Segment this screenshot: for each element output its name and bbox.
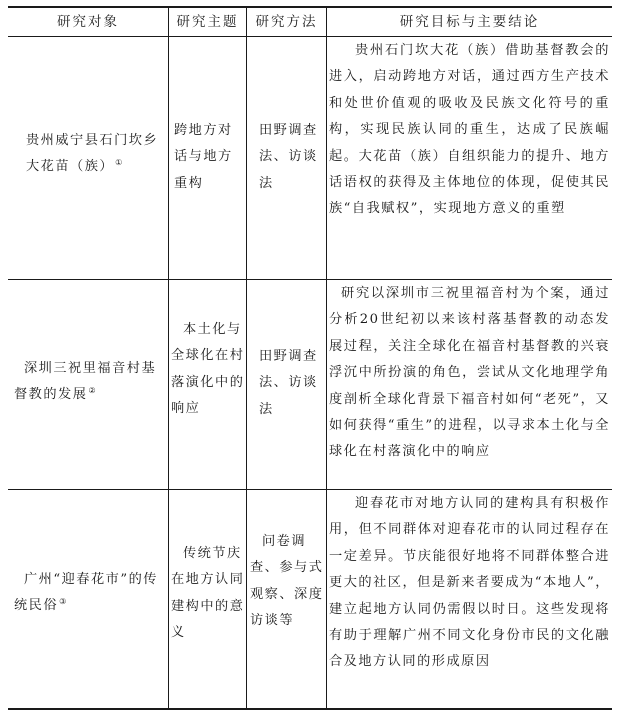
header-research-goal: 研究目标与主要结论: [399, 14, 540, 30]
table-row-3-conclusion: 迎春花市对地方认同的建构具有积极作用，但不同群体对迎春花市的认同过程存在一定差异。节庆能很好地将不同群体整合进更大的社区，但是新来者要成为“本地人”，建立起地方认同仍需假以时日。这些发现将有助于理解广州不同文化身份市民的文化融合及地方认同的形成原因: [329, 496, 610, 670]
table-row-3-object: [14, 567, 166, 620]
header-research-method: 研究方法: [255, 14, 318, 30]
table-row-1-object: [26, 128, 166, 181]
header-research-theme: 研究主题: [176, 14, 239, 30]
table-row-2-method: 田野调查法、访谈法: [259, 349, 318, 417]
object-text: 贵州威宁县石门坎乡大花苗（族）: [26, 133, 159, 175]
table-row-3-theme: 传统节庆在地方认同建构中的意义: [171, 546, 245, 641]
table-row-1-method: 田野调查法、访谈法: [259, 123, 318, 191]
table-row-1-theme: 跨地方对话与地方重构: [174, 123, 233, 191]
header-research-object: 研究对象: [57, 14, 119, 30]
object-text: 广州“迎春花市”的传统民俗: [14, 572, 158, 614]
row-divider: [8, 279, 612, 280]
column-divider: [326, 6, 327, 710]
table-row-2-theme: 本土化与全球化在村落演化中的响应: [171, 322, 245, 417]
header-rule: [8, 36, 612, 37]
table-row-2-object: [14, 356, 166, 409]
footnote-marker: ②: [88, 386, 98, 396]
table-row-2-conclusion: 研究以深圳市三祝里福音村为个案，通过分析20世纪初以来该村落基督教的动态发展过程，关注全球化在福音村基督教的兴衰浮沉中所扮演的角色，尝试从文化地理学角度剖析全球化背景下福音村如何“老死”，又如何获得“重生”的进程，以寻求本土化与全球化在村落演化中的响应: [329, 286, 610, 460]
footnote-marker: ①: [115, 158, 124, 168]
bottom-rule: [8, 708, 612, 710]
object-text: 深圳三祝里福音村基督教的发展: [14, 361, 157, 403]
row-divider: [8, 489, 612, 490]
column-divider: [246, 6, 247, 710]
column-divider: [168, 6, 169, 710]
footnote-marker: ③: [59, 597, 68, 607]
table-row-1-conclusion: 贵州石门坎大花（族）借助基督教会的进入，启动跨地方对话，通过西方生产技术和处世价值观的吸收及民族文化符号的重构，实现民族认同的重生，达成了民族崛起。大花苗（族）自组织能力的提升、地方话语权的获得及主体地位的体现，促使其民族“自我赋权”，实现地方意义的重塑: [329, 43, 610, 217]
table-row-3-method: 问卷调查、参与式观察、深度访谈等: [250, 534, 324, 629]
